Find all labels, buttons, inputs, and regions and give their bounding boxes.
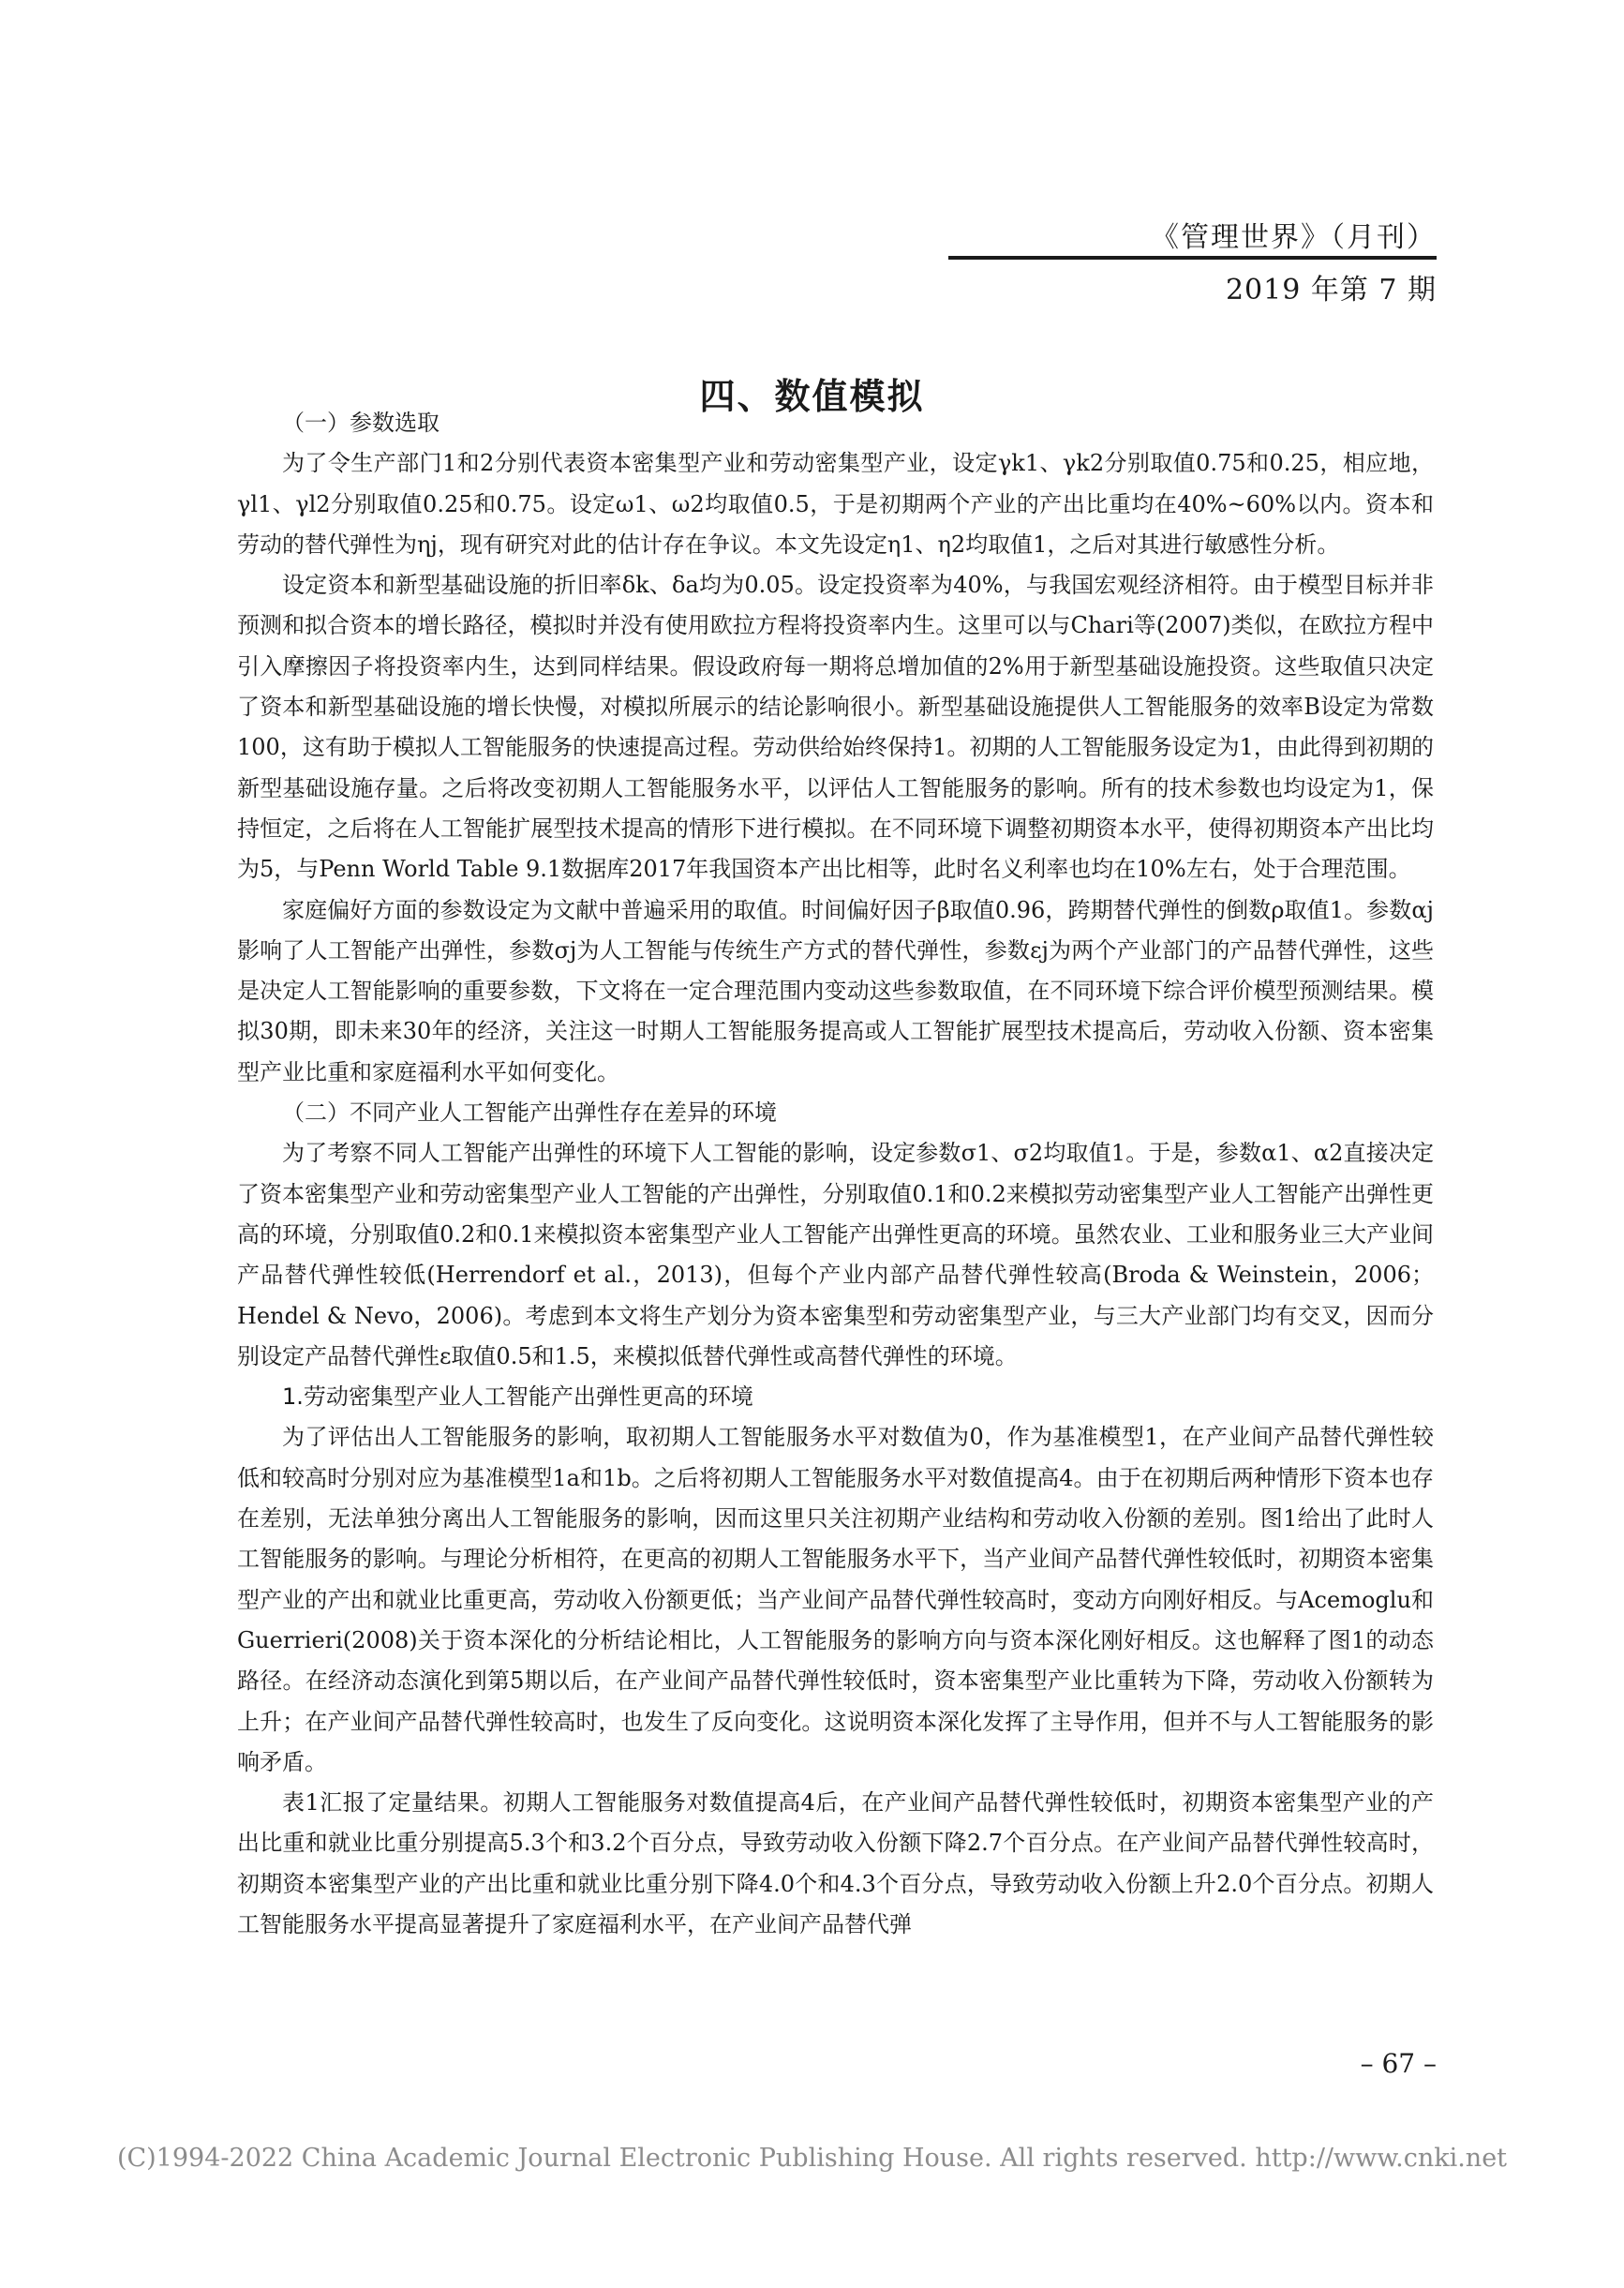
journal-name: 《管理世界》（月刊）	[1151, 221, 1437, 254]
paragraph: 家庭偏好方面的参数设定为文献中普遍采用的取值。时间偏好因子β取值0.96，跨期替代弹性的倒数ρ取值1。参数αj影响了人工智能产出弹性，参数σj为人工智能与传统生产方式的替代弹性，参数εj为两个产业部门的产品替代弹性，这些是决定人工智能影响的重要参数，下文将在一定合理范围内变动这些参数取值，在不同环境下综合评价模型预测结果。模拟30期，即未来30年的经济，关注这一时期人工智能服务提高或人工智能扩展型技术提高后，劳动收入份额、资本密集型产业比重和家庭福利水平如何变化。	[237, 896, 1434, 1085]
paragraph: 表1汇报了定量结果。初期人工智能服务对数值提高4后，在产业间产品替代弹性较低时，初期资本密集型产业的产出比重和就业比重分别提高5.3个和3.2个百分点，导致劳动收入份额下降2.7个百分点。在产业间产品替代弹性较高时，初期资本密集型产业的产出比重和就业比重分别下降4.0个和4.3个百分点，导致劳动收入份额上升2.0个百分点。初期人工智能服务水平提高显著提升了家庭福利水平，在产业间产品替代弹	[237, 1789, 1434, 1937]
page-number: – 67 –	[1360, 2048, 1437, 2079]
header-rule	[948, 256, 1437, 260]
paragraph: 为了评估出人工智能服务的影响，取初期人工智能服务水平对数值为0，作为基准模型1，在产业间产品替代弹性较低和较高时分别对应为基准模型1a和1b。之后将初期人工智能服务水平对数值提高4。由于在初期后两种情形下资本也存在差别，无法单独分离出人工智能服务的影响，因而这里只关注初期产业结构和劳动收入份额的差别。图1给出了此时人工智能服务的影响。与理论分析相符，在更高的初期人工智能服务水平下，当产业间产品替代弹性较低时，初期资本密集型产业的产出和就业比重更高，劳动收入份额更低；当产业间产品替代弹性较高时，变动方向刚好相反。与Acemoglu和Guerrieri(2008)关于资本深化的分析结论相比，人工智能服务的影响方向与资本深化刚好相反。这也解释了图1的动态路径。在经济动态演化到第5期以后，在产业间产品替代弹性较低时，资本密集型产业比重转为下降，劳动收入份额转为上升；在产业间产品替代弹性较高时，也发生了反向变化。这说明资本深化发挥了主导作用，但并不与人工智能服务的影响矛盾。	[237, 1424, 1434, 1775]
copyright-notice: (C)1994-2022 China Academic Journal Electronic Publishing House. All rights reserved. http://www.cnki.net	[116, 2144, 1508, 2173]
article-body	[237, 403, 1434, 1945]
section-title: 四、数值模拟	[699, 375, 925, 417]
subsubsection-heading-labor-intensive: 1.劳动密集型产业人工智能产出弹性更高的环境	[282, 1383, 753, 1411]
paragraph: 设定资本和新型基础设施的折旧率δk、δa均为0.05。设定投资率为40%，与我国宏观经济相符。由于模型目标并非预测和拟合资本的增长路径，模拟时并没有使用欧拉方程将投资率内生。这里可以与Chari等(2007)类似，在欧拉方程中引入摩擦因子将投资率内生，达到同样结果。假设政府每一期将总增加值的2%用于新型基础设施投资。这些取值只决定了资本和新型基础设施的增长快慢，对模拟所展示的结论影响很小。新型基础设施提供人工智能服务的效率B设定为常数100，这有助于模拟人工智能服务的快速提高过程。劳动供给始终保持1。初期的人工智能服务设定为1，由此得到初期的新型基础设施存量。之后将改变初期人工智能服务水平，以评估人工智能服务的影响。所有的技术参数也均设定为1，保持恒定，之后将在人工智能扩展型技术提高的情形下进行模拟。在不同环境下调整初期资本水平，使得初期资本产出比均为5，与Penn World Table 9.1数据库2017年我国资本产出比相等，此时名义利率也均在10%左右，处于合理范围。	[237, 572, 1434, 883]
paragraph: 为了令生产部门1和2分别代表资本密集型产业和劳动密集型产业，设定γk1、γk2分别取值0.75和0.25，相应地，γl1、γl2分别取值0.25和0.75。设定ω1、ω2均取值0.5，于是初期两个产业的产出比重均在40%~60%以内。资本和劳动的替代弹性为ηj，现有研究对此的估计存在争议。本文先设定η1、η2均取值1，之后对其进行敏感性分析。	[237, 450, 1434, 558]
issue-number: 2019 年第 7 期	[1225, 274, 1437, 307]
paragraph: 为了考察不同人工智能产出弹性的环境下人工智能的影响，设定参数σ1、σ2均取值1。于是，参数α1、α2直接决定了资本密集型产业和劳动密集型产业人工智能的产出弹性，分别取值0.1和0.2来模拟劳动密集型产业人工智能产出弹性更高的环境，分别取值0.2和0.1来模拟资本密集型产业人工智能产出弹性更高的环境。虽然农业、工业和服务业三大产业间产品替代弹性较低(Herrendorf et al.，2013)，但每个产业内部产品替代弹性较高(Broda & Weinstein，2006；Hendel & Nevo，2006)。考虑到本文将生产划分为资本密集型和劳动密集型产业，与三大产业部门均有交叉，因而分别设定产品替代弹性ε取值0.5和1.5，来模拟低替代弹性或高替代弹性的环境。	[237, 1140, 1434, 1369]
subsection-heading-params: （一）参数选取	[282, 410, 440, 436]
subsection-heading-elasticity: （二）不同产业人工智能产出弹性存在差异的环境	[282, 1099, 777, 1127]
